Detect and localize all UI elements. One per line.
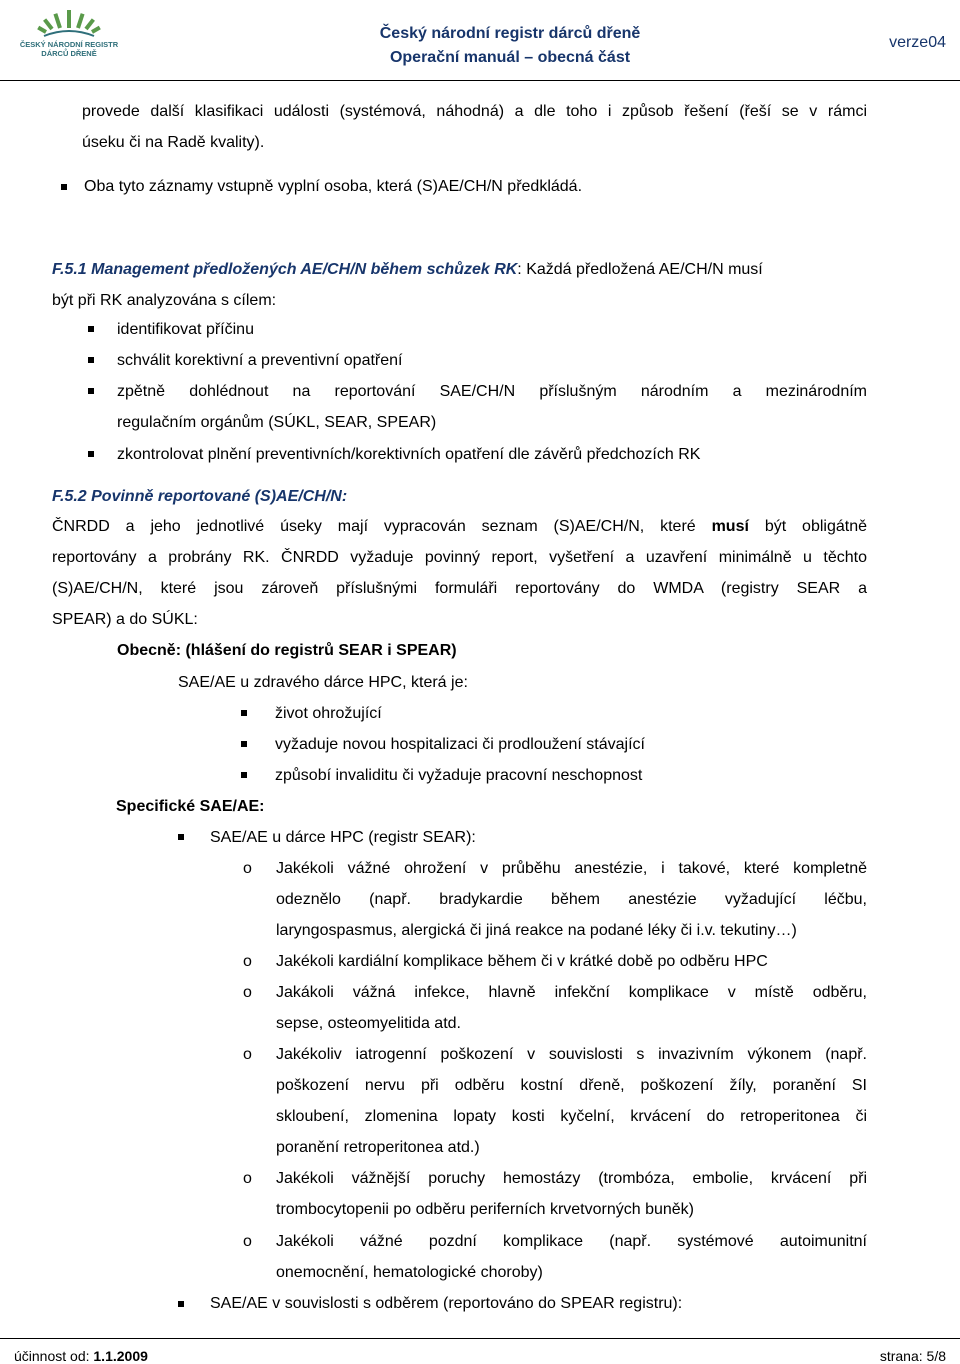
circle-bullet-icon: o (243, 1046, 252, 1063)
list-item: způsobí invaliditu či vyžaduje pracovní neschopnost (275, 767, 643, 784)
list-item: zpětně dohlédnout na reportování SAE/CH/N příslušným národním a mezinárodním (117, 383, 867, 400)
list-item-continuation: laryngospasmus, alergická či jiná reakce na podané léky či i.v. tekutiny…) (276, 922, 797, 939)
circle-bullet-icon: o (243, 860, 252, 877)
square-bullet-icon (178, 1301, 184, 1307)
square-bullet-icon (178, 834, 184, 840)
paragraph-line: (S)AE/CH/N, které jsou zároveň příslušnými formuláři reportovány do WMDA (registry SEAR a (52, 580, 867, 597)
effective-date: účinnost od: 1.1.2009 (14, 1348, 148, 1364)
square-bullet-icon (88, 451, 94, 457)
logo-text: ČESKÝ NÁRODNÍ REGISTR DÁRCŮ DŘENĚ (19, 40, 119, 58)
circle-bullet-icon: o (243, 1233, 252, 1250)
paragraph-line: provede další klasifikaci události (systémová, náhodná) a dle toho i způsob řešení (řeší se v rámci (82, 103, 867, 120)
square-bullet-icon (61, 184, 67, 190)
specific-heading: Specifické SAE/AE: (116, 798, 265, 815)
document-subtitle: Operační manuál – obecná část (389, 49, 631, 66)
page-header (0, 0, 960, 80)
spear-heading: SAE/AE v souvislosti s odběrem (reportováno do SPEAR registru): (210, 1295, 683, 1312)
square-bullet-icon (241, 772, 247, 778)
bullet-text: Oba tyto záznamy vstupně vyplní osoba, která (S)AE/CH/N předkládá. (84, 178, 583, 195)
list-item: identifikovat příčinu (117, 321, 254, 338)
square-bullet-icon (241, 710, 247, 716)
list-item-continuation: trombocytopenii po odběru periferních krvetvorných buněk) (276, 1201, 694, 1218)
header-divider (0, 80, 960, 81)
square-bullet-icon (88, 388, 94, 394)
sear-heading: SAE/AE u dárce HPC (registr SEAR): (210, 829, 476, 846)
circle-bullet-icon: o (243, 984, 252, 1001)
list-item-continuation: sepse, osteomyelitida atd. (276, 1015, 461, 1032)
paragraph-line: SPEAR) a do SÚKL: (52, 611, 198, 628)
version-label: verze04 (889, 34, 946, 51)
list-item-continuation: regulačním orgánům (SÚKL, SEAR, SPEAR) (117, 414, 437, 431)
section-f52-heading: F.5.2 Povinně reportované (S)AE/CH/N: (52, 488, 348, 505)
list-item-continuation: onemocnění, hematologické choroby) (276, 1264, 543, 1281)
document-title: Český národní registr dárců dřeně (379, 25, 641, 42)
paragraph-line: ČNRDD a jeho jednotlivé úseky mají vypracován seznam (S)AE/CH/N, které musí být obligátně (52, 518, 867, 535)
list-item: život ohrožující (275, 705, 382, 722)
square-bullet-icon (88, 326, 94, 332)
section-f51-text: : Každá předložená AE/CH/N musí (517, 261, 763, 278)
paragraph-line: reportovány a probrány RK. ČNRDD vyžaduje povinný report, vyšetření a uzavření minimálně u těchto (52, 549, 867, 566)
list-item-continuation: odeznělo (např. bradykardie během anestézie vyžadující léčbu, (276, 891, 867, 908)
list-item-continuation: poškození nervu při odběru kostní dřeně, poškození žíly, poranění SI (276, 1077, 867, 1094)
list-item: Jakákoli vážná infekce, hlavně infekční komplikace v místě odběru, (276, 984, 867, 1001)
list-item-continuation: skloubení, zlomenina lopaty kosti kyčelní, krvácení do retroperitonea či (276, 1108, 867, 1125)
list-item-continuation: poranění retroperitonea atd.) (276, 1139, 480, 1156)
general-subheading: SAE/AE u zdravého dárce HPC, která je: (178, 674, 468, 691)
circle-bullet-icon: o (243, 1170, 252, 1187)
list-item: Jakékoli vážnější poruchy hemostázy (trombóza, embolie, krvácení při (276, 1170, 867, 1187)
list-item: Jakékoli kardiální komplikace během či v krátké době po odběru HPC (276, 953, 768, 970)
registry-logo (14, 8, 124, 68)
square-bullet-icon (241, 741, 247, 747)
list-item: schválit korektivní a preventivní opatření (117, 352, 403, 369)
page-number: strana: 5/8 (879, 1348, 946, 1364)
list-item: zkontrolovat plnění preventivních/korektivních opatření dle závěrů předchozích RK (117, 446, 701, 463)
circle-bullet-icon: o (243, 953, 252, 970)
section-f51-heading: F.5.1 Management předložených AE/CH/N během schůzek RK (52, 261, 518, 278)
list-item: vyžaduje novou hospitalizaci či prodloužení stávající (275, 736, 645, 753)
paragraph-line: být při RK analyzována s cílem: (52, 292, 277, 309)
section-f51-line (52, 260, 867, 280)
paragraph-line: úseku či na Radě kvality). (82, 134, 265, 151)
list-item: Jakékoliv iatrogenní poškození v souvislosti s invazivním výkonem (např. (276, 1046, 867, 1063)
footer-divider (0, 1338, 960, 1339)
emphasis-must: musí (711, 518, 749, 535)
square-bullet-icon (88, 357, 94, 363)
list-item: Jakékoli vážné pozdní komplikace (např. systémové autoimunitní (276, 1233, 867, 1250)
list-item: Jakékoli vážné ohrožení v průběhu anestézie, i takové, které kompletně (276, 860, 867, 877)
general-heading: Obecně: (hlášení do registrů SEAR i SPEAR) (117, 642, 457, 659)
